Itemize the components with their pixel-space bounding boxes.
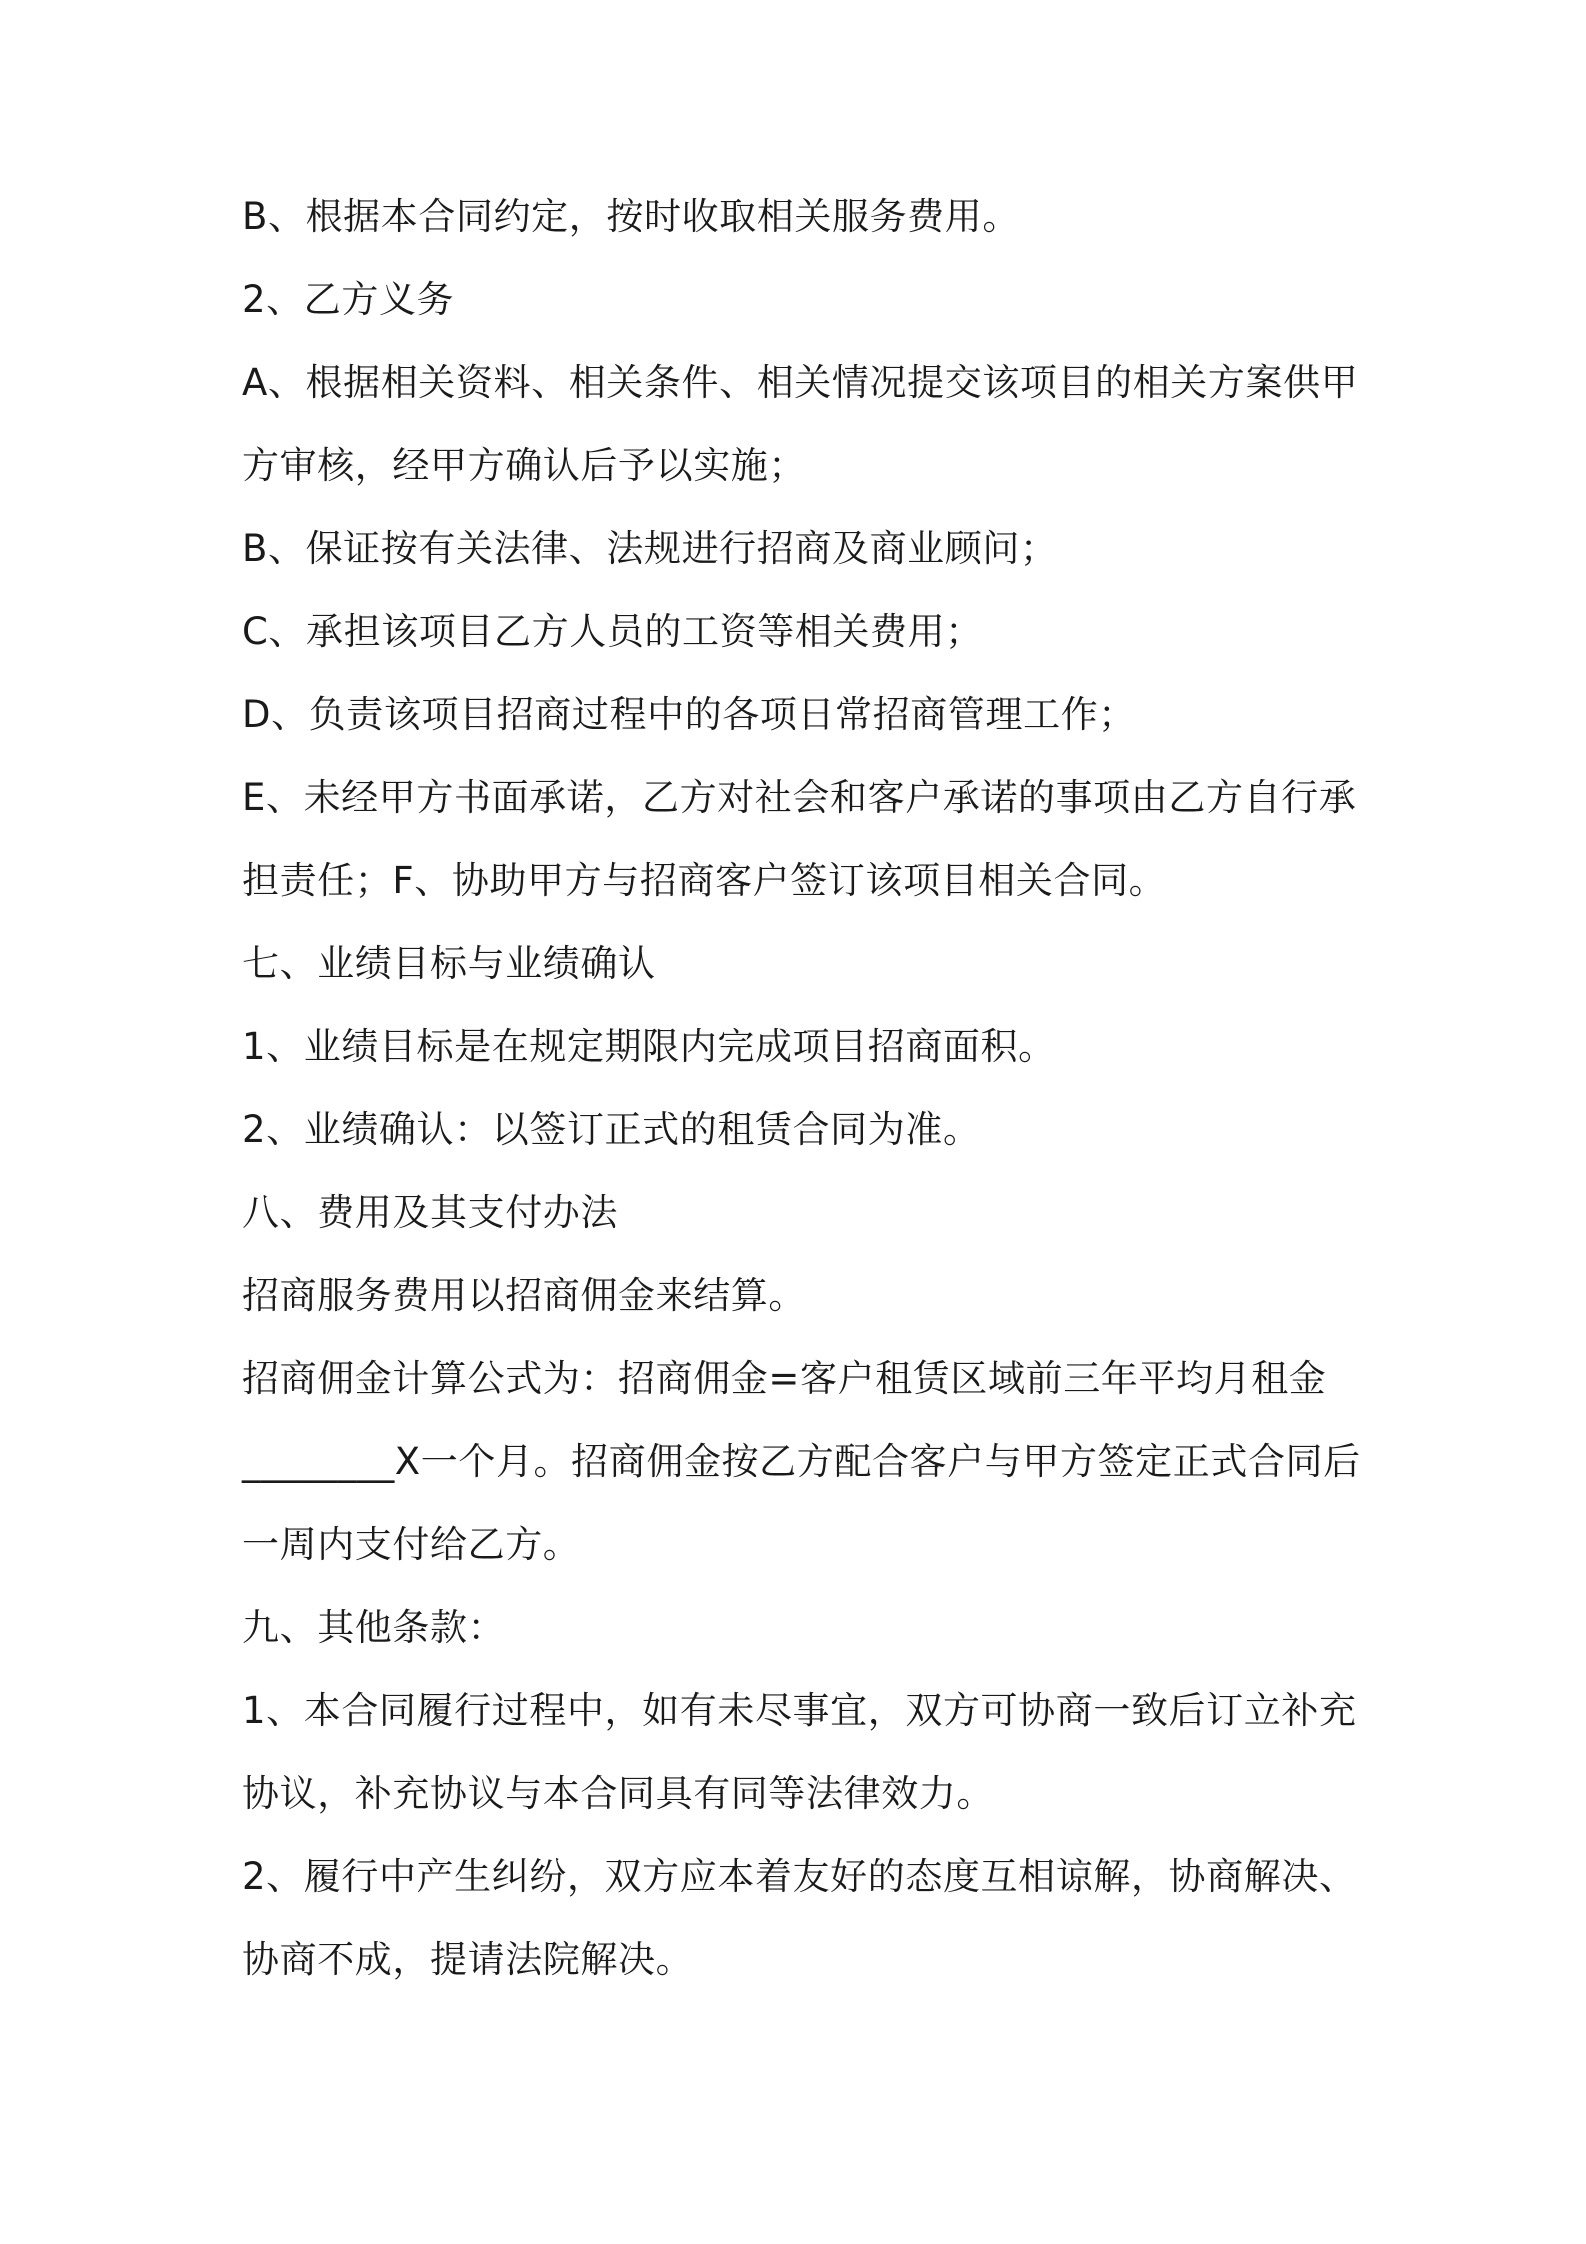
- section-heading: 九、其他条款：: [242, 1606, 506, 1649]
- paragraph-line: 招商服务费用以招商佣金来结算。: [242, 1274, 806, 1317]
- paragraph-line: 协商不成，提请法院解决。: [242, 1938, 694, 1981]
- paragraph-line: B、保证按有关法律、法规进行招商及商业顾问；: [242, 527, 1058, 570]
- section-heading: 七、业绩目标与业绩确认: [242, 942, 656, 985]
- paragraph-line: C、承担该项目乙方人员的工资等相关费用；: [242, 610, 983, 653]
- paragraph-line: 2、业绩确认：以签订正式的租赁合同为准。: [242, 1108, 981, 1151]
- paragraph-line: 协议，补充协议与本合同具有同等法律效力。: [242, 1772, 994, 1815]
- paragraph-line: 方审核，经甲方确认后予以实施；: [242, 444, 806, 487]
- paragraph-line: D、负责该项目招商过程中的各项日常招商管理工作；: [242, 693, 1136, 736]
- paragraph-line: ________X一个月。招商佣金按乙方配合客户与甲方签定正式合同后: [242, 1440, 1361, 1483]
- paragraph-line: 2、履行中产生纠纷，双方应本着友好的态度互相谅解，协商解决、: [242, 1855, 1357, 1898]
- paragraph-line: E、未经甲方书面承诺，乙方对社会和客户承诺的事项由乙方自行承: [242, 776, 1357, 819]
- paragraph-line: A、根据相关资料、相关条件、相关情况提交该项目的相关方案供甲: [242, 361, 1359, 404]
- paragraph-line: 一周内支付给乙方。: [242, 1523, 581, 1566]
- paragraph-line: 1、业绩目标是在规定期限内完成项目招商面积。: [242, 1025, 1056, 1068]
- paragraph-line: 招商佣金计算公式为：招商佣金=客户租赁区域前三年平均月租金: [242, 1357, 1327, 1400]
- section-heading: 2、乙方义务: [242, 278, 455, 321]
- paragraph-line: 担责任；F、协助甲方与招商客户签订该项目相关合同。: [242, 859, 1167, 902]
- paragraph-line: 1、本合同履行过程中，如有未尽事宜，双方可协商一致后订立补充: [242, 1689, 1357, 1732]
- paragraph-line: B、根据本合同约定，按时收取相关服务费用。: [242, 195, 1020, 238]
- document-body: [242, 196, 1362, 2022]
- section-heading: 八、费用及其支付办法: [242, 1191, 618, 1234]
